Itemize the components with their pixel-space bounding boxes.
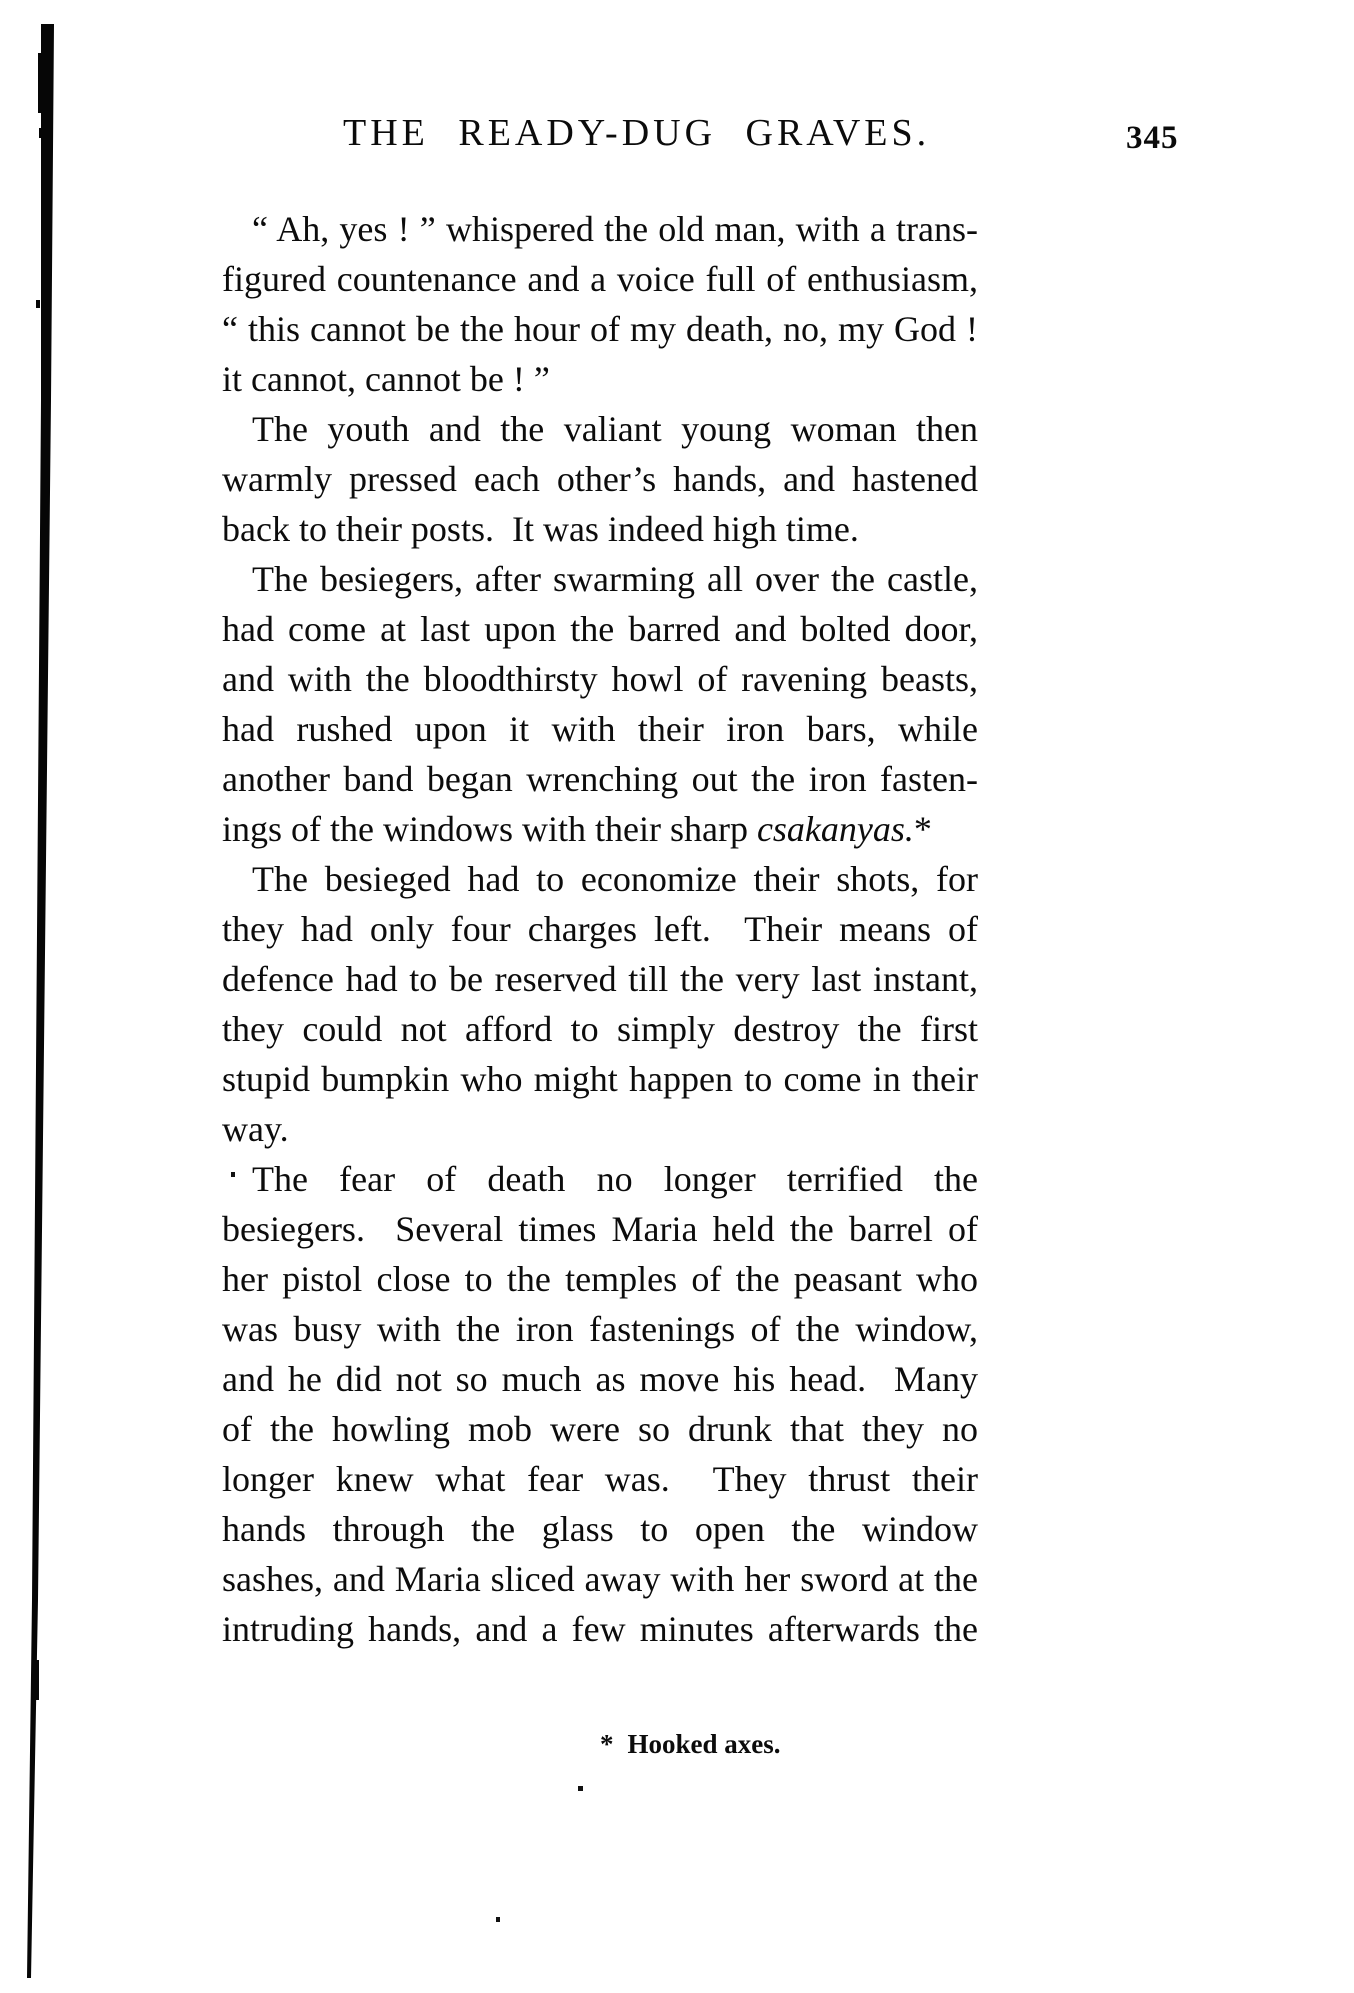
body-line-text: ings of the windows with their sharp <box>222 809 757 849</box>
body-line: way. <box>222 1109 289 1149</box>
body-line: her pistol close to the temples of the peasant who <box>222 1259 978 1299</box>
body-line: another band began wrenching out the iron fasten- <box>222 759 978 799</box>
body-line: warmly pressed each other’s hands, and hastened <box>222 459 978 499</box>
page-header-title: THE READY-DUG GRAVES. <box>343 112 931 154</box>
scan-speck <box>496 1917 500 1922</box>
body-line: and he did not so much as move his head. Many <box>222 1359 978 1399</box>
body-line: The youth and the valiant young woman then <box>252 409 978 449</box>
body-line: sashes, and Maria sliced away with her sword at the <box>222 1559 978 1599</box>
body-line: they had only four charges left. Their means of <box>222 909 978 949</box>
footnote-text: Hooked axes. <box>627 1729 781 1759</box>
footnote <box>600 1729 781 1760</box>
scan-speck <box>231 1172 235 1177</box>
body-line: back to their posts. It was indeed high time. <box>222 509 859 549</box>
body-line <box>222 804 978 854</box>
body-line: figured countenance and a voice full of enthusiasm, <box>222 259 978 299</box>
book-binding-scan-artifact <box>0 0 70 1993</box>
body-line: “ this cannot be the hour of my death, no, my God ! <box>222 309 978 349</box>
page-number: 345 <box>1126 120 1179 156</box>
body-line: it cannot, cannot be ! ” <box>222 359 550 399</box>
body-line: was busy with the iron fastenings of the window, <box>222 1309 978 1349</box>
body-line: longer knew what fear was. They thrust their <box>222 1459 978 1499</box>
body-line: The besiegers, after swarming all over the castle, <box>252 559 978 599</box>
body-line: had rushed upon it with their iron bars, while <box>222 709 978 749</box>
body-line: they could not afford to simply destroy the first <box>222 1009 978 1049</box>
body-line: of the howling mob were so drunk that they no <box>222 1409 978 1449</box>
body-text <box>222 204 978 1654</box>
italic-term: csakanyas. <box>756 809 914 849</box>
body-line: and with the bloodthirsty howl of ravening beasts, <box>222 659 978 699</box>
body-line: stupid bumpkin who might happen to come in their <box>222 1059 978 1099</box>
body-line: The fear of death no longer terrified the <box>252 1159 978 1199</box>
body-line: hands through the glass to open the window <box>222 1509 978 1549</box>
body-line: besiegers. Several times Maria held the barrel of <box>222 1209 978 1249</box>
body-line: The besieged had to economize their shots, for <box>252 859 978 899</box>
body-line: had come at last upon the barred and bolted door, <box>222 609 978 649</box>
body-line: defence had to be reserved till the very last instant, <box>222 959 978 999</box>
footnote-marker: * <box>600 1729 614 1759</box>
scan-speck <box>578 1786 583 1791</box>
footnote-reference-asterisk: * <box>913 809 932 849</box>
body-line: intruding hands, and a few minutes afterwards the <box>222 1609 978 1649</box>
body-line: “ Ah, yes ! ” whispered the old man, with a trans- <box>252 209 978 249</box>
